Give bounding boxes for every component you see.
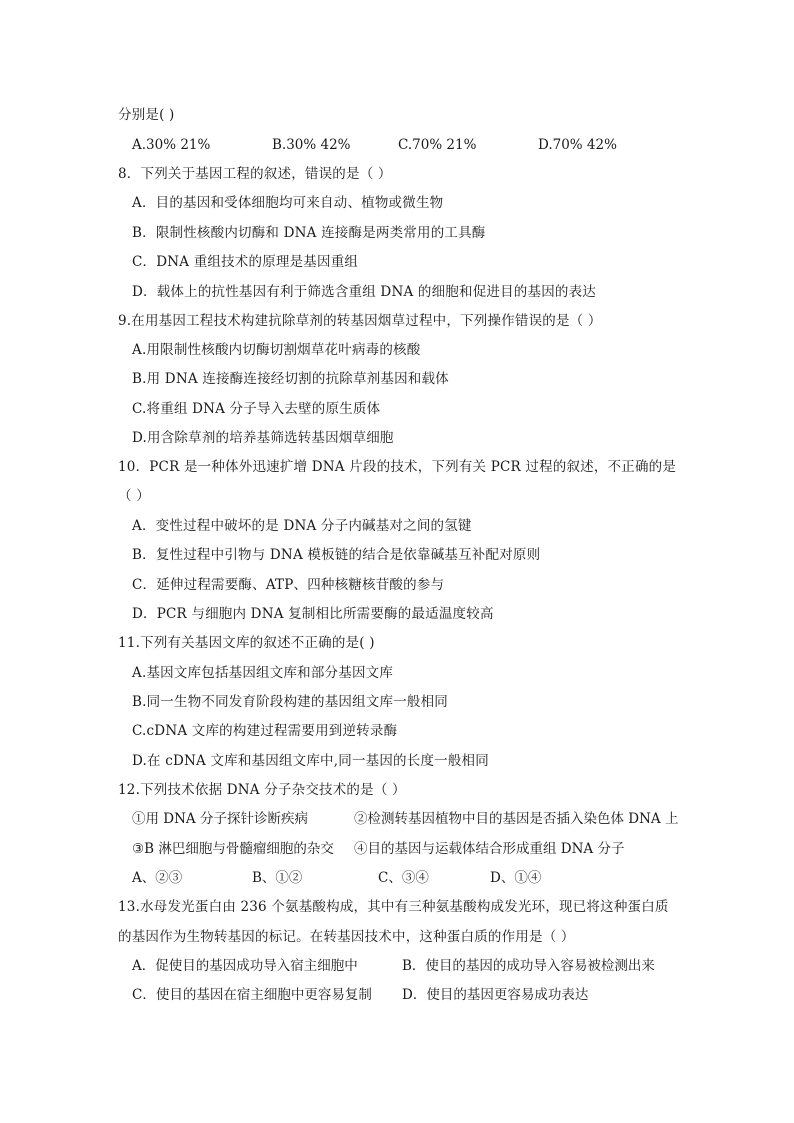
q12-item-1: ①用 DNA 分子探针诊断疾病 (132, 811, 308, 827)
q12-option-d: D、①④ (490, 870, 542, 886)
q9-option-a: A.用限制性核酸内切酶切割烟草花叶病毒的核酸 (132, 342, 421, 358)
q10-option-c: C．延伸过程需要酶、ATP、四种核糖核苷酸的参与 (132, 577, 445, 593)
q12-item-3: ③B 淋巴细胞与骨髓瘤细胞的杂交 (132, 841, 334, 857)
q13-stem-cont: 的基因作为生物转基因的标记。在转基因技术中，这种蛋白质的作用是（ ） (118, 929, 575, 945)
q12-stem: 12.下列技术依据 DNA 分子杂交技术的是（ ） (118, 782, 406, 798)
q12-item-2: ②检测转基因植物中目的基因是否插入染色体 DNA 上 (354, 811, 679, 827)
q8-option-a: A．目的基因和受体细胞均可来自动、植物或微生物 (132, 195, 444, 211)
q12-option-c: C、③④ (378, 870, 429, 886)
q9-stem: 9.在用基因工程技术构建抗除草剂的转基因烟草过程中，下列操作错误的是（ ） (118, 313, 602, 329)
q7-option-c: C.70% 21% (398, 137, 477, 153)
q10-stem-cont: （ ） (118, 488, 150, 504)
q10-stem: 10．PCR 是一种体外迅速扩增 DNA 片段的技术，下列有关 PCR 过程的叙述，不正确的是 (118, 459, 677, 475)
q8-option-b: B．限制性核酸内切酶和 DNA 连接酶是两类常用的工具酶 (132, 225, 486, 241)
q9-option-c: C.将重组 DNA 分子导入去壁的原生质体 (132, 401, 381, 417)
q8-stem: 8．下列关于基因工程的叙述，错误的是（ ） (118, 166, 392, 182)
q9-option-d: D.用含除草剂的培养基筛选转基因烟草细胞 (132, 430, 394, 446)
q13-option-a: A．促使目的基因成功导入宿主细胞中 (132, 958, 358, 974)
q10-option-a: A．变性过程中破坏的是 DNA 分子内碱基对之间的氢键 (132, 518, 472, 534)
q7-option-a: A.30% 21% (132, 137, 211, 153)
q9-option-b: B.用 DNA 连接酶连接经切割的抗除草剂基因和载体 (132, 371, 449, 387)
q11-option-c: C.cDNA 文库的构建过程需要用到逆转录酶 (132, 723, 398, 739)
q11-option-a: A.基因文库包括基因组文库和部分基因文库 (132, 665, 394, 681)
q11-option-d: D.在 cDNA 文库和基因组文库中,同一基因的长度一般相同 (132, 753, 489, 769)
q12-item-4: ④目的基因与运载体结合形成重组 DNA 分子 (354, 841, 625, 857)
q8-option-c: C．DNA 重组技术的原理是基因重组 (132, 254, 359, 270)
q7-option-d: D.70% 42% (538, 137, 617, 153)
q11-option-b: B.同一生物不同发育阶段构建的基因组文库一般相同 (132, 694, 449, 710)
q7-stem-tail: 分别是( ) (118, 107, 175, 123)
q7-option-b: B.30% 42% (272, 137, 351, 153)
q13-option-b: B．使目的基因的成功导入容易被检测出来 (402, 958, 655, 974)
q8-option-d: D．载体上的抗性基因有利于筛选含重组 DNA 的细胞和促进目的基因的表达 (132, 284, 596, 300)
q11-stem: 11.下列有关基因文库的叙述不正确的是( ) (118, 635, 375, 651)
q10-option-b: B．复性过程中引物与 DNA 模板链的结合是依靠碱基互补配对原则 (132, 547, 541, 563)
q13-option-d: D．使目的基因更容易成功表达 (402, 987, 589, 1003)
q13-option-c: C．使目的基因在宿主细胞中更容易复制 (132, 987, 372, 1003)
q12-option-a: A、②③ (132, 870, 183, 886)
q10-option-d: D．PCR 与细胞内 DNA 复制相比所需要酶的最适温度较高 (132, 606, 494, 622)
q12-option-b: B、①② (252, 870, 303, 886)
q13-stem: 13.水母发光蛋白由 236 个氨基酸构成，其中有三种氨基酸构成发光环，现已将这种蛋白质 (118, 899, 669, 915)
